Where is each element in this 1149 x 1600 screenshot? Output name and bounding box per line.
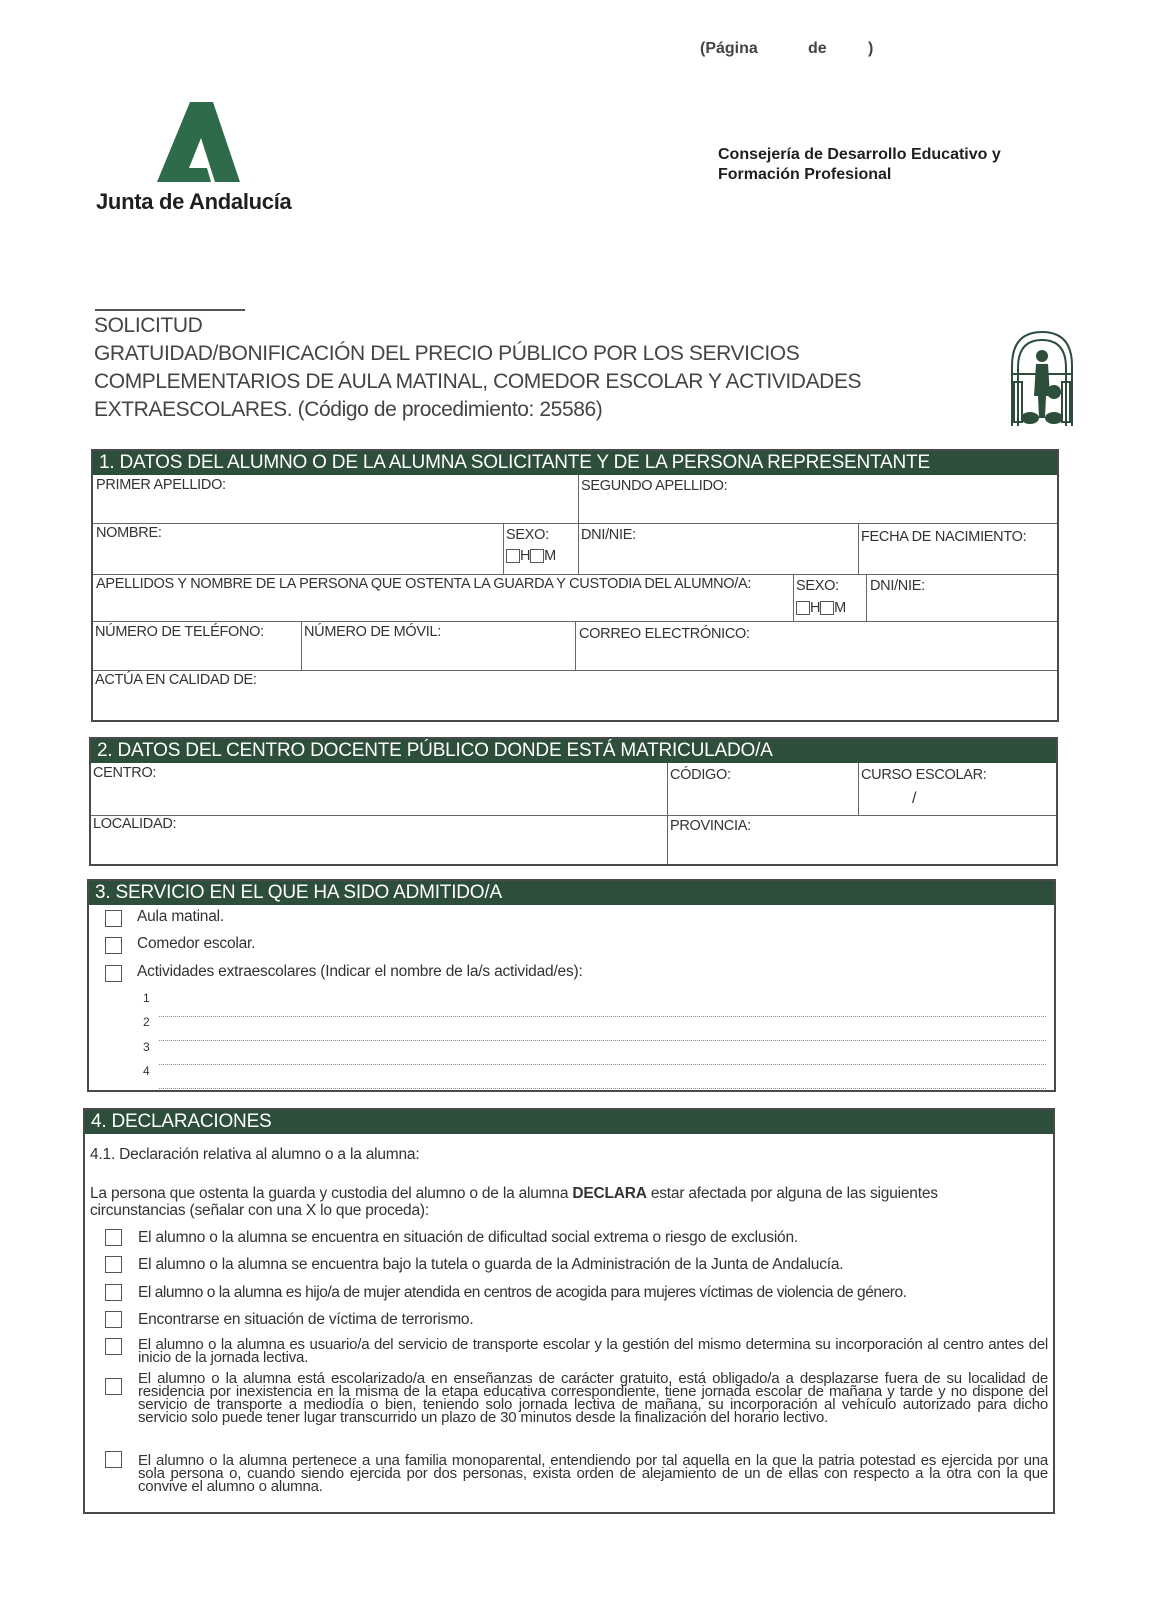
aula-matinal-checkbox[interactable] bbox=[105, 910, 122, 927]
declaration-item-5: El alumno o la alumna es usuario/a del servicio de transporte escolar y la gestión del mismo determina su incorporación al centro antes del inicio de la jornada lectiva. bbox=[138, 1336, 1048, 1366]
title-line-4: EXTRAESCOLARES. (Código de procedimiento: 25586) bbox=[94, 398, 603, 421]
declaration-checkbox-4[interactable] bbox=[105, 1311, 122, 1328]
nombre-field[interactable] bbox=[93, 523, 503, 574]
segundo-apellido-field[interactable] bbox=[578, 475, 1057, 523]
guardian-dni-field[interactable] bbox=[866, 574, 1057, 621]
movil-field[interactable] bbox=[301, 621, 575, 670]
declaration-item-3: El alumno o la alumna es hijo/a de mujer atendida en centros de acogida para mujeres víctimas de violencia de género. bbox=[138, 1284, 907, 1301]
provincia-field[interactable] bbox=[667, 815, 1056, 864]
sexo-m-label: M bbox=[544, 548, 556, 564]
sexo-m-checkbox[interactable] bbox=[530, 549, 544, 563]
calidad-field[interactable] bbox=[93, 670, 1057, 720]
title-line-1: SOLICITUD bbox=[94, 314, 203, 337]
nombre-label: NOMBRE: bbox=[96, 525, 162, 541]
primer-apellido-field[interactable] bbox=[93, 475, 578, 523]
dni-field[interactable] bbox=[578, 523, 858, 574]
centro-label: CENTRO: bbox=[93, 765, 157, 781]
activity-number-3: 3 bbox=[143, 1040, 150, 1054]
declaration-checkbox-7[interactable] bbox=[105, 1451, 122, 1468]
declaration-checkbox-2[interactable] bbox=[105, 1256, 122, 1273]
activity-line-3[interactable] bbox=[159, 1064, 1046, 1065]
title-rule bbox=[95, 309, 245, 311]
actividades-checkbox[interactable] bbox=[105, 965, 122, 982]
department-line-2: Formación Profesional bbox=[718, 166, 892, 183]
fecha-nacimiento-label: FECHA DE NACIMIENTO: bbox=[861, 529, 1027, 545]
page-of-label: de bbox=[808, 40, 827, 57]
localidad-field[interactable] bbox=[91, 815, 667, 864]
page-label: (Página bbox=[700, 40, 758, 57]
activity-line-1[interactable] bbox=[159, 1016, 1046, 1017]
activity-line-4[interactable] bbox=[159, 1088, 1046, 1089]
correo-field[interactable] bbox=[575, 621, 1057, 670]
declaration-checkbox-1[interactable] bbox=[105, 1229, 122, 1246]
sexo-options bbox=[506, 548, 556, 564]
guardian-label: APELLIDOS Y NOMBRE DE LA PERSONA QUE OSTENTA LA GUARDA Y CUSTODIA DEL ALUMNO/A: bbox=[96, 576, 752, 592]
comedor-escolar-checkbox[interactable] bbox=[105, 937, 122, 954]
declaration-checkbox-3[interactable] bbox=[105, 1284, 122, 1301]
department-line-1: Consejería de Desarrollo Educativo y bbox=[718, 146, 1001, 163]
declaration-item-1: El alumno o la alumna se encuentra en situación de dificultad social extrema o riesgo de exclusión. bbox=[138, 1229, 799, 1246]
codigo-field[interactable] bbox=[667, 763, 858, 815]
calidad-label: ACTÚA EN CALIDAD DE: bbox=[95, 672, 257, 688]
title-line-2: GRATUIDAD/BONIFICACIÓN DEL PRECIO PÚBLICO POR LOS SERVICIOS bbox=[94, 342, 800, 365]
correo-label: CORREO ELECTRÓNICO: bbox=[579, 626, 750, 642]
guardian-sexo-options bbox=[796, 600, 846, 616]
intro-line-2: circunstancias (señalar con una X lo que proceda): bbox=[90, 1202, 429, 1219]
form-title bbox=[94, 312, 974, 424]
centro-field[interactable] bbox=[91, 763, 667, 815]
movil-label: NÚMERO DE MÓVIL: bbox=[304, 624, 441, 640]
intro-declara: DECLARA bbox=[572, 1185, 647, 1202]
guardian-sexo-h-label: H bbox=[810, 600, 821, 616]
guardian-sexo-m-checkbox[interactable] bbox=[820, 601, 834, 615]
declaration-item-2: El alumno o la alumna se encuentra bajo la tutela o guarda de la Administración de la Junta de Andalucía. bbox=[138, 1256, 844, 1273]
activity-line-2[interactable] bbox=[159, 1040, 1046, 1041]
andalucia-crest-icon bbox=[1006, 326, 1078, 430]
provincia-label: PROVINCIA: bbox=[670, 818, 751, 834]
section-3-services bbox=[87, 879, 1056, 1092]
declaration-checkbox-6[interactable] bbox=[105, 1378, 122, 1395]
page-close-paren: ) bbox=[868, 40, 874, 57]
logo-text: Junta de Andalucía bbox=[96, 189, 292, 214]
declaration-intro bbox=[90, 1185, 1050, 1219]
guardian-sexo-m-label: M bbox=[834, 600, 846, 616]
comedor-escolar-label: Comedor escolar. bbox=[137, 935, 256, 952]
aula-matinal-label: Aula matinal. bbox=[137, 908, 225, 925]
section-2-heading: 2. DATOS DEL CENTRO DOCENTE PÚBLICO DONDE ESTÁ MATRICULADO/A bbox=[91, 739, 1056, 763]
codigo-label: CÓDIGO: bbox=[670, 767, 731, 783]
section-4-declarations bbox=[83, 1108, 1055, 1514]
curso-field[interactable] bbox=[858, 763, 1056, 815]
sexo-h-checkbox[interactable] bbox=[506, 549, 520, 563]
intro-text-start: La persona que ostenta la guarda y custodia del alumno o de la alumna bbox=[90, 1185, 573, 1202]
activity-number-4: 4 bbox=[143, 1064, 150, 1078]
sexo-label: SEXO: bbox=[506, 527, 549, 543]
section-3-heading: 3. SERVICIO EN EL QUE HA SIDO ADMITIDO/A bbox=[89, 881, 1054, 905]
guardian-field[interactable] bbox=[93, 574, 793, 621]
section-2-school-data bbox=[89, 737, 1058, 866]
guardian-sexo-label: SEXO: bbox=[796, 578, 839, 594]
sexo-h-label: H bbox=[520, 548, 531, 564]
telefono-field[interactable] bbox=[93, 621, 301, 670]
segundo-apellido-label: SEGUNDO APELLIDO: bbox=[581, 478, 728, 494]
curso-label: CURSO ESCOLAR: bbox=[861, 767, 987, 783]
declaration-item-7: El alumno o la alumna pertenece a una familia monoparental, entendiendo por tal aquella en la que la patria potestad es ejercida por una sola persona o, cuando siendo ejercida por dos personas, exista orden de alejamiento de un de ellas con respecto a la otra con la que convive el alumno o alumna. bbox=[138, 1452, 1048, 1495]
department-name bbox=[718, 145, 1048, 185]
localidad-label: LOCALIDAD: bbox=[93, 816, 177, 832]
declaration-item-6: El alumno o la alumna está escolarizado/a en enseñanzas de carácter gratuito, está obligado/a a desplazarse fuera de su localidad de residencia por inexistencia en la misma de la etapa educativa correspondiente, tiene jornada escolar de mañana y tarde y no dispone del servicio de transporte a mediodía o bien, teniendo solo jornada lectiva de mañana, su incorporación al vehículo autorizado para dicho servicio solo puede tener lugar transcurrido un plazo de 30 minutos desde la finalización del horario lectivo. bbox=[138, 1370, 1048, 1426]
section-1-heading: 1. DATOS DEL ALUMNO O DE LA ALUMNA SOLICITANTE Y DE LA PERSONA REPRESENTANTE bbox=[93, 451, 1057, 475]
intro-text-end: estar afectada por alguna de las siguientes bbox=[646, 1185, 938, 1202]
primer-apellido-label: PRIMER APELLIDO: bbox=[96, 477, 226, 493]
fecha-nacimiento-field[interactable] bbox=[858, 523, 1057, 574]
activity-number-2: 2 bbox=[143, 1015, 150, 1029]
section-1-student-data bbox=[91, 449, 1059, 722]
guardian-sexo-h-checkbox[interactable] bbox=[796, 601, 810, 615]
section-4-heading: 4. DECLARACIONES bbox=[85, 1110, 1053, 1134]
curso-separator: / bbox=[912, 790, 917, 807]
guardian-dni-label: DNI/NIE: bbox=[870, 578, 925, 594]
declaration-subheading: 4.1. Declaración relativa al alumno o a la alumna: bbox=[90, 1146, 420, 1163]
dni-label: DNI/NIE: bbox=[581, 527, 636, 543]
title-line-3: COMPLEMENTARIOS DE AULA MATINAL, COMEDOR ESCOLAR Y ACTIVIDADES bbox=[94, 370, 862, 393]
declaration-item-4: Encontrarse en situación de víctima de terrorismo. bbox=[138, 1311, 474, 1328]
declaration-checkbox-5[interactable] bbox=[105, 1338, 122, 1355]
activity-number-1: 1 bbox=[143, 991, 150, 1005]
telefono-label: NÚMERO DE TELÉFONO: bbox=[95, 624, 264, 640]
actividades-label: Actividades extraescolares (Indicar el nombre de la/s actividad/es): bbox=[137, 963, 583, 980]
